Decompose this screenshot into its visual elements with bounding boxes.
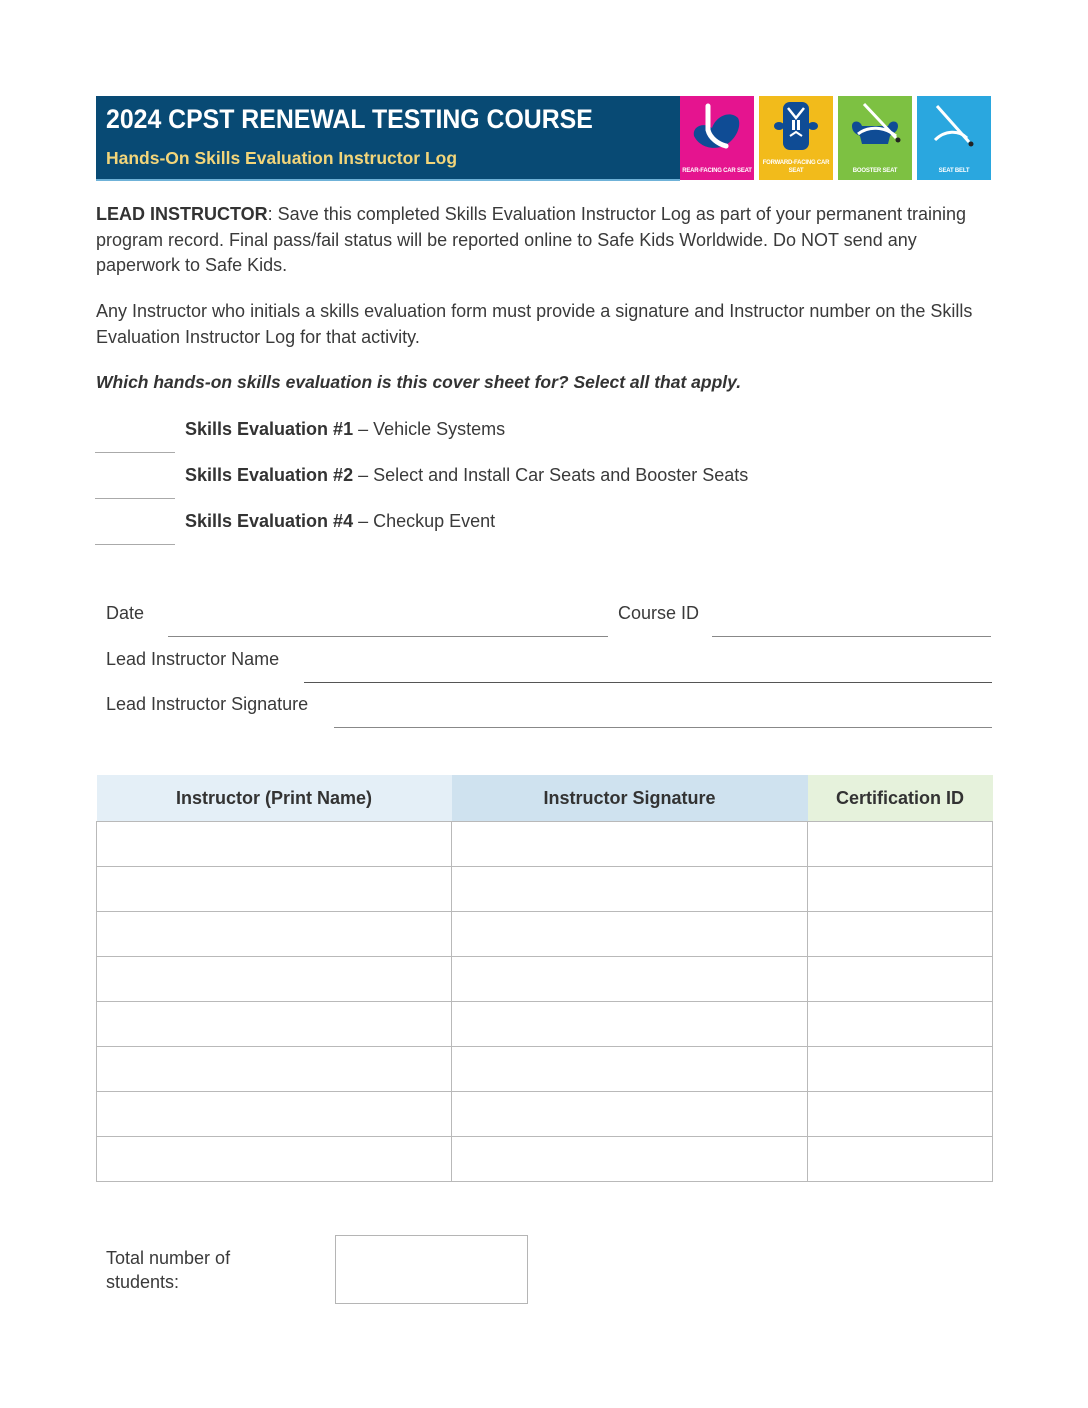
tile-label: FORWARD-FACING CAR SEAT bbox=[762, 160, 830, 174]
print-name-cell[interactable] bbox=[97, 1047, 452, 1092]
signature-cell[interactable] bbox=[452, 912, 808, 957]
certification-id-cell[interactable] bbox=[808, 912, 993, 957]
signature-cell[interactable] bbox=[452, 1047, 808, 1092]
instructor-log-table bbox=[96, 775, 993, 1182]
page-subtitle: Hands-On Skills Evaluation Instructor Log bbox=[106, 148, 458, 168]
table-row bbox=[97, 957, 993, 1002]
table-row bbox=[97, 822, 993, 867]
column-header-print-name: Instructor (Print Name) bbox=[97, 775, 452, 822]
certification-id-cell[interactable] bbox=[808, 1092, 993, 1137]
print-name-cell[interactable] bbox=[97, 1137, 452, 1182]
table-row bbox=[97, 1047, 993, 1092]
date-field[interactable] bbox=[168, 636, 608, 637]
lead-instructor-name-field[interactable] bbox=[304, 682, 992, 683]
lead-instructor-signature-field[interactable] bbox=[334, 727, 992, 728]
tile-label: REAR-FACING CAR SEAT bbox=[682, 168, 752, 174]
total-label-line1: Total number of bbox=[106, 1248, 231, 1268]
table-row bbox=[97, 867, 993, 912]
signature-cell[interactable] bbox=[452, 822, 808, 867]
tile-label: BOOSTER SEAT bbox=[852, 168, 898, 174]
certification-id-cell[interactable] bbox=[808, 1047, 993, 1092]
certification-id-cell[interactable] bbox=[808, 822, 993, 867]
print-name-cell[interactable] bbox=[97, 822, 452, 867]
lead-instructor-label: LEAD INSTRUCTOR bbox=[96, 204, 268, 224]
certification-id-cell[interactable] bbox=[808, 957, 993, 1002]
option-2-blank[interactable] bbox=[95, 498, 175, 499]
option-description: – Select and Install Car Seats and Booster Seats bbox=[353, 465, 749, 485]
option-4-blank[interactable] bbox=[95, 544, 175, 545]
course-id-field[interactable] bbox=[712, 636, 991, 637]
signature-cell[interactable] bbox=[452, 1137, 808, 1182]
page-title: 2024 CPST RENEWAL TESTING COURSE bbox=[106, 104, 593, 134]
signature-cell[interactable] bbox=[452, 1002, 808, 1047]
option-skills-eval-1 bbox=[185, 419, 505, 440]
certification-id-cell[interactable] bbox=[808, 1002, 993, 1047]
tile-booster bbox=[838, 96, 912, 180]
table-header-row bbox=[97, 775, 993, 822]
booster-seat-icon bbox=[838, 96, 912, 156]
lead-instructor-signature-label: Lead Instructor Signature bbox=[106, 694, 309, 714]
tile-seat-belt bbox=[917, 96, 991, 180]
header-banner bbox=[96, 96, 680, 181]
print-name-cell[interactable] bbox=[97, 867, 452, 912]
seat-belt-icon bbox=[917, 96, 991, 156]
tile-forward-facing bbox=[759, 96, 833, 180]
tile-label: SEAT BELT bbox=[938, 168, 970, 174]
option-1-blank[interactable] bbox=[95, 452, 175, 453]
course-id-label: Course ID bbox=[618, 603, 700, 623]
signature-cell[interactable] bbox=[452, 957, 808, 1002]
print-name-cell[interactable] bbox=[97, 912, 452, 957]
total-students-input[interactable] bbox=[335, 1235, 528, 1304]
option-description: – Vehicle Systems bbox=[353, 419, 506, 439]
signature-cell[interactable] bbox=[452, 867, 808, 912]
forward-facing-car-seat-icon bbox=[759, 96, 833, 156]
option-skills-eval-2 bbox=[185, 465, 748, 486]
option-skills-eval-4 bbox=[185, 511, 495, 532]
print-name-cell[interactable] bbox=[97, 1092, 452, 1137]
option-description: – Checkup Event bbox=[353, 511, 496, 531]
certification-id-cell[interactable] bbox=[808, 867, 993, 912]
instructor-requirement-paragraph: Any Instructor who initials a skills evaluation form must provide a signature and Instructor number on the Skills Evaluation Instructor Log for that activity. bbox=[96, 301, 973, 347]
table-row bbox=[97, 912, 993, 957]
option-title: Skills Evaluation #4 bbox=[185, 511, 354, 531]
table-row bbox=[97, 1092, 993, 1137]
total-label-line2: students: bbox=[106, 1272, 180, 1292]
table-row bbox=[97, 1002, 993, 1047]
print-name-cell[interactable] bbox=[97, 1002, 452, 1047]
print-name-cell[interactable] bbox=[97, 957, 452, 1002]
option-title: Skills Evaluation #2 bbox=[185, 465, 354, 485]
option-title: Skills Evaluation #1 bbox=[185, 419, 354, 439]
total-students-label bbox=[106, 1246, 230, 1294]
rear-facing-car-seat-icon bbox=[680, 96, 754, 156]
tile-rear-facing bbox=[680, 96, 754, 180]
signature-cell[interactable] bbox=[452, 1092, 808, 1137]
column-header-certification-id: Certification ID bbox=[808, 775, 993, 822]
lead-instructor-text: : Save this completed Skills Evaluation Instructor Log as part of your permanent training program record. Final pass/fail status will be reported online to Safe Kids Worldwide. Do NOT send any paperwork to Safe Kids. bbox=[96, 204, 967, 275]
lead-instructor-name-label: Lead Instructor Name bbox=[106, 649, 280, 669]
column-header-signature: Instructor Signature bbox=[452, 775, 808, 822]
date-label: Date bbox=[106, 603, 145, 623]
table-row bbox=[97, 1137, 993, 1182]
lead-instructor-paragraph bbox=[96, 202, 996, 279]
certification-id-cell[interactable] bbox=[808, 1137, 993, 1182]
selection-question: Which hands-on skills evaluation is this cover sheet for? Select all that apply. bbox=[96, 372, 742, 392]
